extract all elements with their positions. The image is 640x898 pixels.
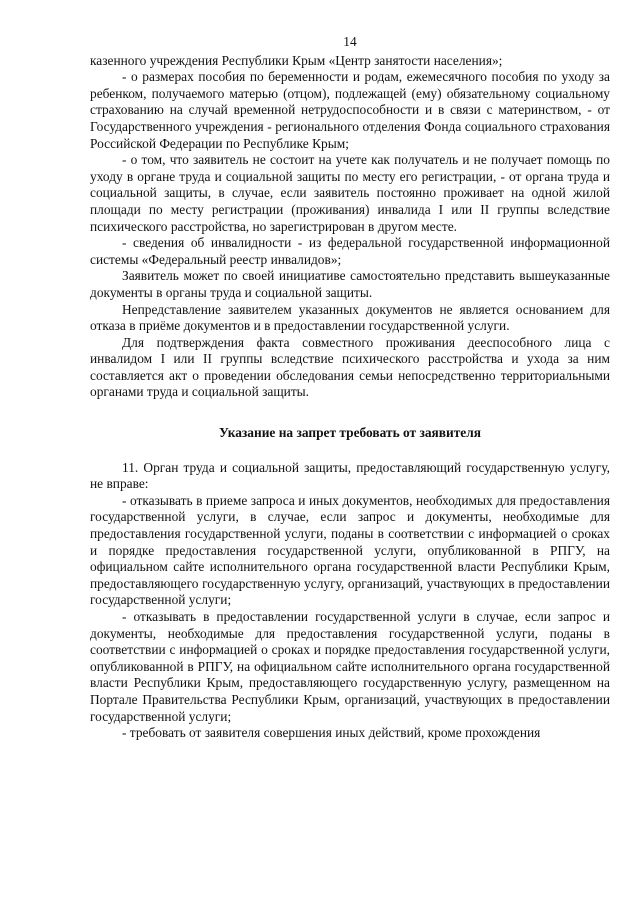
paragraph-applicant-initiative: Заявитель может по своей инициативе самостоятельно представить вышеуказанные документы в органы труда и социальной защиты. xyxy=(90,268,610,300)
paragraph-maternity-benefits: - о размерах пособия по беременности и родам, ежемесячного пособия по уходу за ребенком, получаемого матерью (отцом), подлежащей (ему) обязательному социальному страхованию на случай временной нетрудоспособности и в связи с материнством, - от Государственного учреждения - регионального отделения Фонда социального страхования Российской Федерации по Республике Крым; xyxy=(90,69,610,151)
document-page xyxy=(90,34,610,742)
paragraph-care-registration: - о том, что заявитель не состоит на учете как получатель и не получает помощь по уходу в органе труда и социальной защиты по месту его регистрации, - от органа труда и социальной защиты, в случае, если заявитель постоянно проживает на одной жилой площади по месту регистрации (проживания) инвалида I или II группы вследствие психического расстройства, но зарегистрирован в другом месте. xyxy=(90,152,610,234)
paragraph-refuse-service: - отказывать в предоставлении государственной услуги в случае, если запрос и документы, необходимые для предоставления государственной услуги, поданы в соответствии с информацией о сроках и порядке предоставления государственной услуги, опубликованной в РПГУ, на официальном сайте исполнительного органа государственной власти Республики Крым, предоставляющего государственную услугу, размещенном на Портале Правительства Республики Крым, организаций, участвующих в предоставлении государственной услуги; xyxy=(90,609,610,724)
paragraph-section-11: 11. Орган труда и социальной защиты, предоставляющий государственную услугу, не вправе: xyxy=(90,459,610,492)
page-number: 14 xyxy=(343,34,357,49)
paragraph-refuse-acceptance: - отказывать в приеме запроса и иных документов, необходимых для предоставления государственной услуги, в случае, если запрос и документы, необходимые для предоставления государственной услуги, поданы в соответствии с информацией о сроках и порядке предоставления государственной услуги, опубликованной в РПГУ, на официальном сайте исполнительного органа государственной власти Республики Крым, предоставляющего государственную услугу, организаций, участвующих в предоставлении государственной услуги; xyxy=(90,492,610,608)
section-heading: Указание на запрет требовать от заявителя xyxy=(218,425,481,441)
paragraph-cohabitation-act: Для подтверждения факта совместного проживания дееспособного лица с инвалидом I или II группы вследствие психического расстройства и ухода за ним составляется акт о проведении обследования семьи непосредственно территориальными органами труда и социальной защиты. xyxy=(90,334,610,400)
paragraph-continuation: казенного учреждения Республики Крым «Центр занятости населения»; xyxy=(90,52,503,68)
paragraph-non-submission: Непредставление заявителем указанных документов не является основанием для отказа в приёме документов и в предоставлении государственной услуги. xyxy=(90,301,610,334)
paragraph-disability-info: - сведения об инвалидности - из федеральной государственной информационной системы «Федеральный реестр инвалидов»; xyxy=(90,235,610,267)
paragraph-require-actions: - требовать от заявителя совершения иных действий, кроме прохождения xyxy=(122,725,541,741)
